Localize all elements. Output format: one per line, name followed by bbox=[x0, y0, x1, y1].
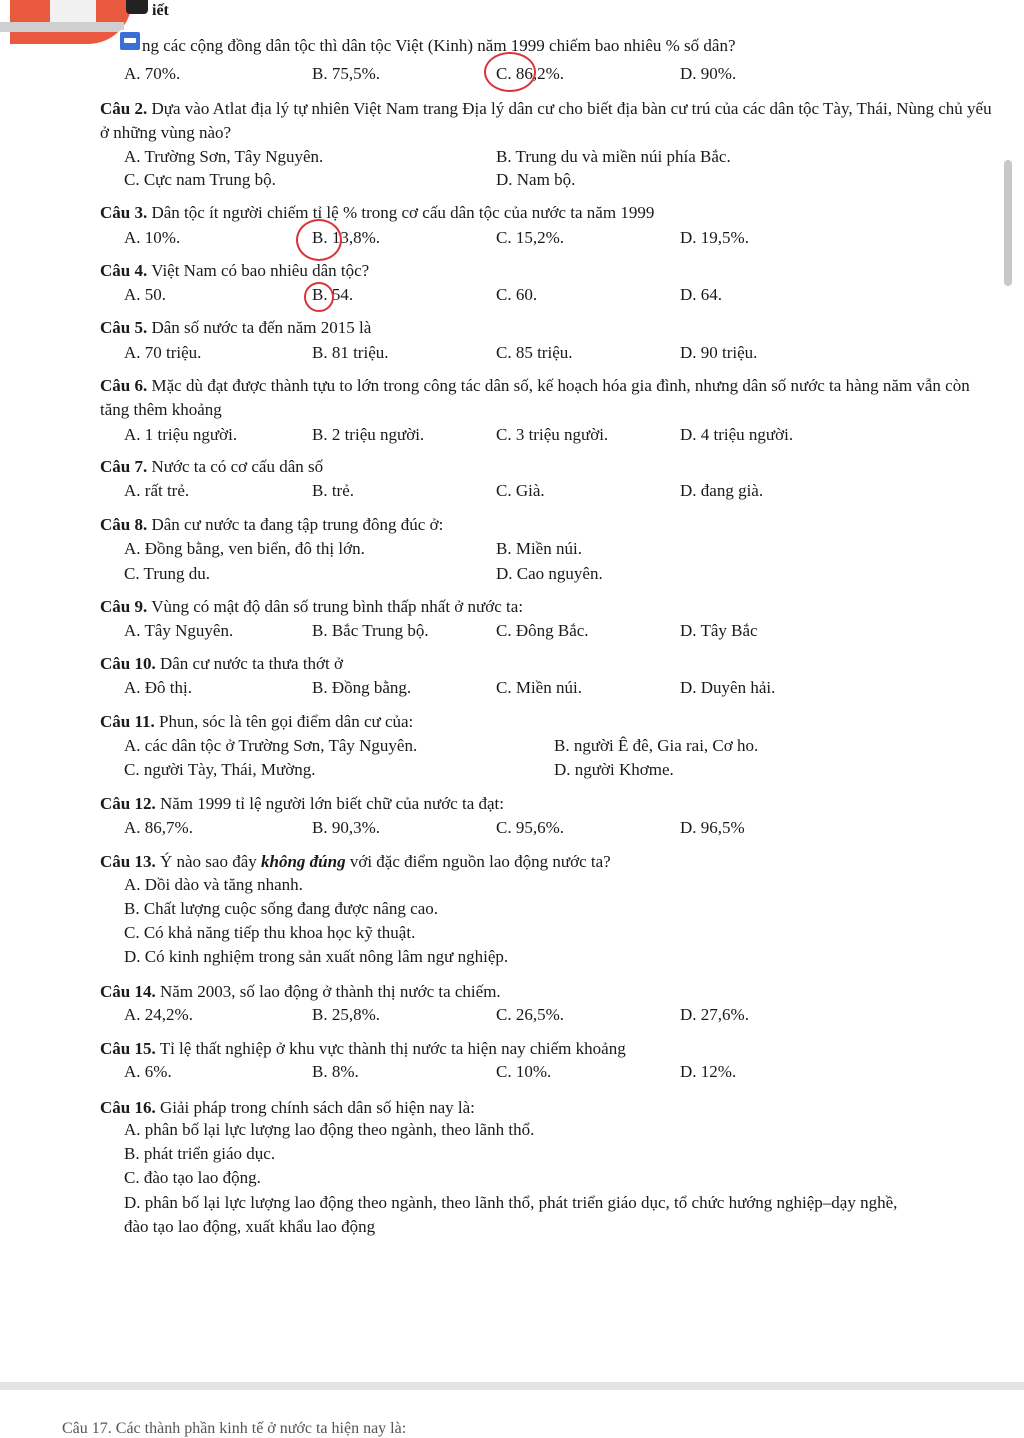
question-6-stem bbox=[100, 374, 980, 422]
question-text-end: với đặc điểm nguồn lao động nước ta? bbox=[345, 852, 611, 871]
question-number: Câu 4. bbox=[100, 261, 148, 280]
q7-option-b: B. trẻ. bbox=[312, 481, 355, 500]
q2-option-a: A. Trường Sơn, Tây Nguyên. bbox=[124, 147, 324, 166]
question-5-stem bbox=[100, 316, 990, 340]
question-text: Năm 1999 tỉ lệ người lớn biết chữ của nước ta đạt: bbox=[159, 794, 504, 813]
q15-option-d: D. 12%. bbox=[680, 1062, 737, 1081]
q16-option-c: C. đào tạo lao động. bbox=[124, 1168, 261, 1187]
q10-option-c: C. Miền núi. bbox=[496, 678, 582, 697]
question-number: Câu 5. bbox=[100, 318, 148, 337]
q5-option-b: B. 81 triệu. bbox=[312, 343, 389, 362]
question-10-stem bbox=[100, 652, 990, 676]
q5-option-a: A. 70 triệu. bbox=[124, 343, 202, 362]
q1-option-b: B. 75,5%. bbox=[312, 64, 380, 83]
q16-option-a: A. phân bố lại lực lượng lao động theo ngành, theo lãnh thổ. bbox=[124, 1120, 535, 1139]
q8-option-b: B. Miền núi. bbox=[496, 539, 582, 558]
question-text: Năm 2003, số lao động ở thành thị nước ta chiếm. bbox=[159, 982, 501, 1001]
q4-option-d: D. 64. bbox=[680, 285, 723, 304]
q7-option-d: D. đang già. bbox=[680, 481, 764, 500]
partial-heading: iết bbox=[152, 2, 169, 19]
q8-option-c: C. Trung du. bbox=[124, 564, 210, 583]
question-12-stem bbox=[100, 792, 990, 816]
question-text: Vùng có mật độ dân số trung bình thấp nhất ở nước ta: bbox=[151, 597, 524, 616]
overlay-band bbox=[0, 22, 124, 32]
q6-option-c: C. 3 triệu người. bbox=[496, 425, 609, 444]
question-text: Giải pháp trong chính sách dân số hiện nay là: bbox=[159, 1098, 475, 1117]
question-7-stem bbox=[100, 455, 990, 479]
answer-circle-q4 bbox=[304, 282, 334, 312]
q14-option-b: B. 25,8%. bbox=[312, 1005, 380, 1024]
question-text: Dựa vào Atlat địa lý tự nhiên Việt Nam trang Địa lý dân cư cho biết địa bàn cư trú của các dân tộc Tày, Thái, Nùng chủ yếu ở những vùng nào? bbox=[100, 99, 992, 142]
q14-option-d: D. 27,6%. bbox=[680, 1005, 749, 1024]
q10-option-a: A. Đô thị. bbox=[124, 678, 192, 697]
question-4-stem bbox=[100, 259, 990, 283]
question-text: Nước ta có cơ cấu dân số bbox=[151, 457, 324, 476]
q9-option-d: D. Tây Bắc bbox=[680, 621, 758, 640]
q11-option-b: B. người Ê đê, Gia rai, Cơ ho. bbox=[554, 736, 759, 755]
scrollbar-thumb[interactable] bbox=[1004, 160, 1012, 286]
question-number: Câu 7. bbox=[100, 457, 148, 476]
q3-option-c: C. 15,2%. bbox=[496, 228, 564, 247]
question-8-stem bbox=[100, 513, 990, 537]
q2-option-b: B. Trung du và miền núi phía Bắc. bbox=[496, 147, 731, 166]
q15-option-b: B. 8%. bbox=[312, 1062, 359, 1081]
question-15-stem bbox=[100, 1037, 990, 1061]
q11-option-c: C. người Tày, Thái, Mường. bbox=[124, 760, 316, 779]
q12-option-d: D. 96,5% bbox=[680, 818, 745, 837]
q4-option-a: A. 50. bbox=[124, 285, 167, 304]
question-11-stem bbox=[100, 710, 990, 734]
q9-option-c: C. Đông Bắc. bbox=[496, 621, 589, 640]
question-number: Câu 9. bbox=[100, 597, 148, 616]
q13-option-b: B. Chất lượng cuộc sống đang được nâng cao. bbox=[124, 899, 439, 918]
q12-option-c: C. 95,6%. bbox=[496, 818, 564, 837]
q4-option-b: B. 54. bbox=[312, 285, 354, 304]
q10-option-d: D. Duyên hải. bbox=[680, 678, 776, 697]
question-number: Câu 11. bbox=[100, 712, 155, 731]
question-text: Tỉ lệ thất nghiệp ở khu vực thành thị nước ta hiện nay chiếm khoảng bbox=[159, 1039, 626, 1058]
q6-option-a: A. 1 triệu người. bbox=[124, 425, 238, 444]
q8-option-a: A. Đồng bằng, ven biển, đô thị lớn. bbox=[124, 539, 365, 558]
q4-option-c: C. 60. bbox=[496, 285, 538, 304]
q3-option-d: D. 19,5%. bbox=[680, 228, 749, 247]
question-1-stem: ng các cộng đồng dân tộc thì dân tộc Việt (Kinh) năm 1999 chiếm bao nhiêu % số dân? bbox=[142, 36, 736, 55]
question-number: Câu 15. bbox=[100, 1039, 156, 1058]
q16-option-d: D. phân bố lại lực lượng lao động theo ngành, theo lãnh thổ, phát triển giáo dục, tổ chức hướng nghiệp–dạy nghề, đào tạo lao động, xuất khẩu lao động bbox=[124, 1193, 898, 1236]
question-3-stem bbox=[100, 201, 990, 225]
q9-option-a: A. Tây Nguyên. bbox=[124, 621, 234, 640]
q6-option-b: B. 2 triệu người. bbox=[312, 425, 425, 444]
question-number: Câu 12. bbox=[100, 794, 156, 813]
q16-option-b: B. phát triển giáo dục. bbox=[124, 1144, 276, 1163]
page-divider bbox=[0, 1382, 1024, 1390]
question-number: Câu 3. bbox=[100, 203, 148, 222]
q3-option-a: A. 10%. bbox=[124, 228, 181, 247]
q7-option-c: C. Già. bbox=[496, 481, 545, 500]
q11-option-a: A. các dân tộc ở Trường Sơn, Tây Nguyên. bbox=[124, 736, 418, 755]
q12-option-a: A. 86,7%. bbox=[124, 818, 193, 837]
question-text: Mặc dù đạt được thành tựu to lớn trong công tác dân số, kế hoạch hóa gia đình, nhưng dân số nước ta hàng năm vẫn còn tăng thêm khoảng bbox=[100, 376, 970, 419]
question-number: Câu 16. bbox=[100, 1098, 156, 1117]
question-text: Ý nào sao đây bbox=[159, 852, 262, 871]
q11-option-d: D. người Khơme. bbox=[554, 760, 674, 779]
q15-option-c: C. 10%. bbox=[496, 1062, 552, 1081]
question-emphasis: không đúng bbox=[261, 852, 346, 871]
question-9-stem bbox=[100, 595, 990, 619]
question-13-stem bbox=[100, 850, 990, 874]
q13-option-c: C. Có khả năng tiếp thu khoa học kỹ thuật. bbox=[124, 923, 416, 942]
q1-option-a: A. 70%. bbox=[124, 64, 181, 83]
question-14-stem bbox=[100, 980, 990, 1004]
question-number: Câu 6. bbox=[100, 376, 148, 395]
keyboard-icon[interactable] bbox=[118, 30, 142, 52]
question-number: Câu 10. bbox=[100, 654, 156, 673]
question-text: Việt Nam có bao nhiêu dân tộc? bbox=[151, 261, 370, 280]
app-overlay bbox=[0, 0, 160, 62]
answer-circle-q1 bbox=[484, 52, 536, 92]
question-text: Dân tộc ít người chiếm tỉ lệ % trong cơ cấu dân tộc của nước ta năm 1999 bbox=[151, 203, 655, 222]
q2-option-c: C. Cực nam Trung bộ. bbox=[124, 170, 276, 189]
q5-option-c: C. 85 triệu. bbox=[496, 343, 573, 362]
q13-option-d: D. Có kinh nghiệm trong sản xuất nông lâm ngư nghiệp. bbox=[124, 947, 509, 966]
q15-option-a: A. 6%. bbox=[124, 1062, 172, 1081]
overlay-dark-tab bbox=[126, 0, 148, 14]
question-text: Phun, sóc là tên gọi điểm dân cư của: bbox=[159, 712, 414, 731]
question-text: Dân số nước ta đến năm 2015 là bbox=[151, 318, 372, 337]
q9-option-b: B. Bắc Trung bộ. bbox=[312, 621, 429, 640]
q3-option-b: B. 13,8%. bbox=[312, 228, 380, 247]
q1-option-c: C. 86,2%. bbox=[496, 64, 564, 83]
q1-option-d: D. 90%. bbox=[680, 64, 737, 83]
question-number: Câu 2. bbox=[100, 99, 148, 118]
q10-option-b: B. Đồng bằng. bbox=[312, 678, 412, 697]
q7-option-a: A. rất trẻ. bbox=[124, 481, 190, 500]
next-page-partial-text: Câu 17. Các thành phần kinh tế ở nước ta hiện nay là: bbox=[62, 1420, 407, 1437]
question-text: Dân cư nước ta thưa thớt ở bbox=[159, 654, 343, 673]
q12-option-b: B. 90,3%. bbox=[312, 818, 380, 837]
question-text: Dân cư nước ta đang tập trung đông đúc ở: bbox=[151, 515, 444, 534]
q8-option-d: D. Cao nguyên. bbox=[496, 564, 603, 583]
question-16-stem bbox=[100, 1096, 990, 1120]
overlay-box bbox=[50, 0, 96, 22]
question-number: Câu 14. bbox=[100, 982, 156, 1001]
question-2-stem bbox=[100, 97, 1000, 145]
q6-option-d: D. 4 triệu người. bbox=[680, 425, 794, 444]
q14-option-a: A. 24,2%. bbox=[124, 1005, 193, 1024]
q5-option-d: D. 90 triệu. bbox=[680, 343, 758, 362]
q13-option-a: A. Dồi dào và tăng nhanh. bbox=[124, 875, 303, 894]
question-number: Câu 13. bbox=[100, 852, 156, 871]
answer-circle-q3 bbox=[296, 219, 342, 261]
q14-option-c: C. 26,5%. bbox=[496, 1005, 564, 1024]
q2-option-d: D. Nam bộ. bbox=[496, 170, 576, 189]
question-number: Câu 8. bbox=[100, 515, 148, 534]
